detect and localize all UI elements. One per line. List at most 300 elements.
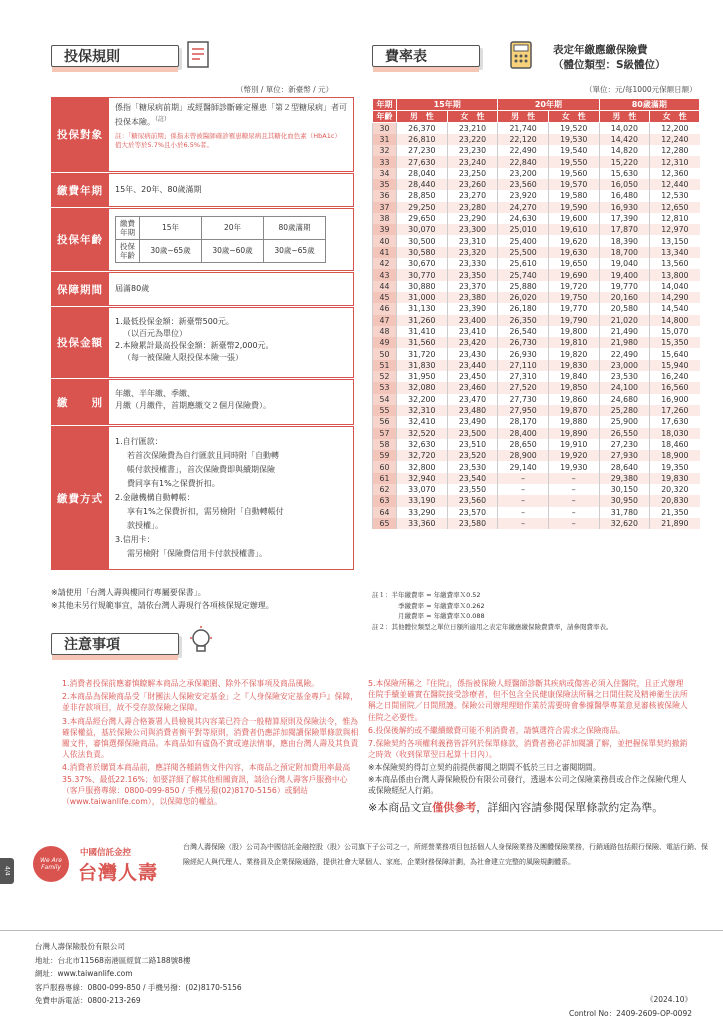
rate-value-cell: 23,450 (447, 371, 498, 382)
rate-value-cell: 28,650 (498, 439, 549, 450)
rule-sup: （註） (155, 116, 171, 123)
rate-value-cell: 14,040 (650, 281, 700, 292)
rate-row (373, 123, 700, 134)
logo-group-name: 中國信託金控 (80, 848, 132, 858)
rate-value-cell: 25,900 (599, 416, 650, 427)
rate-value-cell: 23,380 (447, 292, 498, 303)
rate-value-cell: 19,830 (548, 360, 599, 371)
rate-value-cell: 12,810 (650, 213, 700, 224)
rate-row (373, 145, 700, 156)
rate-value-cell: 17,260 (650, 405, 700, 416)
rate-age-cell: 56 (373, 416, 397, 427)
rate-row (373, 360, 700, 371)
rate-row (373, 134, 700, 145)
rate-value-cell: 30,770 (397, 269, 448, 280)
rate-row (373, 484, 700, 495)
rate-row (373, 337, 700, 348)
rate-value-cell: 19,770 (599, 281, 650, 292)
rate-age-cell: 40 (373, 235, 397, 246)
rate-value-cell: 26,350 (498, 315, 549, 326)
logo-badge: We Are Family (33, 846, 69, 882)
rate-age-cell: 30 (373, 123, 397, 134)
rate-value-cell: 23,370 (447, 281, 498, 292)
rate-value-cell: 26,020 (498, 292, 549, 303)
rate-value-cell: 19,920 (548, 450, 599, 461)
rate-row (373, 315, 700, 326)
rate-age-cell: 61 (373, 473, 397, 484)
rate-age-cell: 51 (373, 360, 397, 371)
rate-value-cell: 16,240 (650, 371, 700, 382)
rate-value-cell: 22,490 (498, 145, 549, 156)
rate-value-cell: 12,650 (650, 202, 700, 213)
rate-value-cell: 16,480 (599, 190, 650, 201)
rate-row (373, 326, 700, 337)
rate-age-cell: 64 (373, 507, 397, 518)
rate-row (373, 382, 700, 393)
rate-value-cell: 19,770 (548, 303, 599, 314)
rate-value-cell: 30,070 (397, 224, 448, 235)
rule-label: 繳費年期 (51, 173, 109, 207)
rate-value-cell: 15,070 (650, 326, 700, 337)
rate-value-cell: 15,940 (650, 360, 700, 371)
rules-footnotes: ※請使用「台灣人壽與樓同行專屬要保書」。 ※其他未另行規範事宜，請依台灣人壽現行各項核保規定辦理。 (51, 588, 274, 610)
rate-value-cell: 27,730 (498, 394, 549, 405)
rate-age-cell: 37 (373, 202, 397, 213)
rate-age-cell: 59 (373, 450, 397, 461)
rate-value-cell: 29,250 (397, 202, 448, 213)
rate-age-cell: 57 (373, 428, 397, 439)
rate-value-cell: 14,540 (650, 303, 700, 314)
rate-value-cell: 17,390 (599, 213, 650, 224)
rate-row (373, 156, 700, 167)
rate-value-cell: 14,800 (650, 315, 700, 326)
rate-value-cell: 12,970 (650, 224, 700, 235)
rate-value-cell: 23,220 (447, 134, 498, 145)
rate-value-cell: 23,440 (447, 360, 498, 371)
rule-label: 投保對象 (51, 97, 109, 172)
rate-value-cell: 30,150 (599, 484, 650, 495)
rate-value-cell: 28,400 (498, 428, 549, 439)
rate-age-cell: 50 (373, 348, 397, 359)
page-number: 4/4 (0, 858, 14, 884)
rule-pay-years (51, 173, 354, 208)
rate-value-cell: 32,410 (397, 416, 448, 427)
rate-age-cell: 53 (373, 382, 397, 393)
rate-value-cell: 14,820 (599, 145, 650, 156)
rate-value-cell: – (498, 507, 549, 518)
rate-value-cell: 18,390 (599, 235, 650, 246)
rate-value-cell: 23,350 (447, 269, 498, 280)
rule-amount: 投保金額 1.最低投保金額：新臺幣500元。 （以百元為單位） 2.本險累計最高投保金額：新臺幣2,000元。 （每一被保險人限投保本險一張） (51, 307, 354, 379)
rate-age-cell: 54 (373, 394, 397, 405)
rule-label: 繳 別 (51, 379, 109, 425)
rate-value-cell: 21,980 (599, 337, 650, 348)
rate-value-cell: 29,380 (599, 473, 650, 484)
rate-row (373, 428, 700, 439)
rate-value-cell: 20,580 (599, 303, 650, 314)
age-table: 繳費年期 15年 20年 80歲滿期 投保年齡 30歲~65歲 30歲~60歲 30歲~65歲 (115, 216, 326, 263)
rate-value-cell: 15,630 (599, 168, 650, 179)
rate-value-cell: 31,260 (397, 315, 448, 326)
rate-value-cell: 16,930 (599, 202, 650, 213)
rate-value-cell: 31,720 (397, 348, 448, 359)
rate-age-cell: 55 (373, 405, 397, 416)
rate-age-cell: 62 (373, 484, 397, 495)
rate-value-cell: 30,950 (599, 495, 650, 506)
rate-value-cell: 13,340 (650, 247, 700, 258)
rate-age-cell: 49 (373, 337, 397, 348)
rate-value-cell: 26,540 (498, 326, 549, 337)
rate-value-cell: 33,360 (397, 518, 448, 529)
rate-value-cell: 31,950 (397, 371, 448, 382)
rate-value-cell: 12,310 (650, 156, 700, 167)
rate-value-cell: 26,180 (498, 303, 549, 314)
rate-row (373, 235, 700, 246)
rate-value-cell: 18,030 (650, 428, 700, 439)
rate-value-cell: 23,550 (447, 484, 498, 495)
rates-title: 費率表 (372, 45, 480, 67)
rate-value-cell: 19,830 (650, 473, 700, 484)
rate-value-cell: 16,900 (650, 394, 700, 405)
rate-value-cell: 23,490 (447, 416, 498, 427)
rule-period (51, 272, 354, 307)
rate-age-cell: 65 (373, 518, 397, 529)
rate-value-cell: 16,050 (599, 179, 650, 190)
rate-value-cell: 31,560 (397, 337, 448, 348)
rate-value-cell: 23,000 (599, 360, 650, 371)
rate-value-cell: 20,160 (599, 292, 650, 303)
rate-value-cell: 30,500 (397, 235, 448, 246)
rate-value-cell: 23,560 (447, 495, 498, 506)
rules-table (51, 97, 354, 571)
rate-value-cell: 19,910 (548, 439, 599, 450)
rate-value-cell: 23,540 (447, 473, 498, 484)
rate-row (373, 473, 700, 484)
rate-value-cell: 27,110 (498, 360, 549, 371)
rule-text: 15年、20年、80歲滿期 (109, 173, 354, 207)
rate-value-cell: 26,550 (599, 428, 650, 439)
rate-value-cell: 23,420 (447, 337, 498, 348)
rate-value-cell: 25,400 (498, 235, 549, 246)
rate-row (373, 190, 700, 201)
rate-value-cell: 25,010 (498, 224, 549, 235)
rate-row (373, 281, 700, 292)
rate-age-cell: 36 (373, 190, 397, 201)
rate-value-cell: 19,930 (548, 461, 599, 472)
rate-value-cell: 18,700 (599, 247, 650, 258)
rate-row (373, 507, 700, 518)
rate-value-cell: 23,480 (447, 405, 498, 416)
rate-value-cell: 31,780 (599, 507, 650, 518)
rate-value-cell: 14,290 (650, 292, 700, 303)
rate-row (373, 202, 700, 213)
rate-value-cell: 23,210 (447, 123, 498, 134)
rate-row (373, 168, 700, 179)
rate-value-cell: 19,400 (599, 269, 650, 280)
rate-value-cell: 27,230 (397, 145, 448, 156)
rate-value-cell: 30,580 (397, 247, 448, 258)
rate-value-cell: 33,290 (397, 507, 448, 518)
rate-value-cell: 19,800 (548, 326, 599, 337)
rate-value-cell: 21,350 (650, 507, 700, 518)
rate-value-cell: 28,170 (498, 416, 549, 427)
rate-value-cell: 23,920 (498, 190, 549, 201)
rate-value-cell: 32,080 (397, 382, 448, 393)
rate-value-cell: 23,470 (447, 394, 498, 405)
rate-value-cell: 23,310 (447, 235, 498, 246)
rate-value-cell: 25,280 (599, 405, 650, 416)
rates-unit-note: （單位：元/每1000元保額日額） (585, 85, 697, 94)
rule-method: 繳費方式 1.自行匯款： 若首次保險費為自行匯款且同時附「自動轉 帳付款授權書」，首次保險費即與續期保險 費同享有1%之保費折扣。 2.金融機構自動轉帳： 享有1%之保費折扣，需另檢附「自動轉帳付 款授權」。 3.信用卡： 需另檢附「保險費信用卡付款授權書」。 (51, 426, 354, 571)
rate-row (373, 518, 700, 529)
rate-value-cell: 26,730 (498, 337, 549, 348)
rate-value-cell: 25,610 (498, 258, 549, 269)
rate-value-cell: 19,860 (548, 394, 599, 405)
rate-value-cell: – (548, 473, 599, 484)
rate-value-cell: 12,360 (650, 168, 700, 179)
rule-mode: 繳 別 年繳、半年繳、季繳、 月繳（月繳件，首期應繳交２個月保險費）。 (51, 379, 354, 426)
rate-value-cell: 24,270 (498, 202, 549, 213)
rate-value-cell: 23,270 (447, 190, 498, 201)
rate-value-cell: 27,310 (498, 371, 549, 382)
rate-age-cell: 60 (373, 461, 397, 472)
rate-age-cell: 48 (373, 326, 397, 337)
rate-age-cell: 32 (373, 145, 397, 156)
rate-value-cell: 23,300 (447, 224, 498, 235)
rate-value-cell: 31,410 (397, 326, 448, 337)
rate-value-cell: 21,020 (599, 315, 650, 326)
document-icon (185, 40, 213, 70)
footer-divider (0, 930, 723, 931)
rules-unit-note: （幣別 / 單位：新臺幣 / 元） (236, 85, 334, 94)
rate-value-cell: 12,240 (650, 134, 700, 145)
rate-value-cell: 26,810 (397, 134, 448, 145)
rate-value-cell: 19,540 (548, 145, 599, 156)
rate-value-cell: 19,870 (548, 405, 599, 416)
rate-value-cell: 24,100 (599, 382, 650, 393)
rate-value-cell: 25,500 (498, 247, 549, 258)
rate-value-cell: 23,290 (447, 213, 498, 224)
rate-value-cell: 19,570 (548, 179, 599, 190)
rule-age (51, 208, 354, 272)
rate-value-cell: 21,740 (498, 123, 549, 134)
rate-value-cell: 23,400 (447, 315, 498, 326)
rate-value-cell: 23,430 (447, 348, 498, 359)
rate-row (373, 213, 700, 224)
rate-age-cell: 63 (373, 495, 397, 506)
rate-row (373, 224, 700, 235)
rate-value-cell: 15,220 (599, 156, 650, 167)
rate-value-cell: 28,900 (498, 450, 549, 461)
rate-value-cell: 19,880 (548, 416, 599, 427)
rate-value-cell: 19,520 (548, 123, 599, 134)
rate-value-cell: 32,620 (599, 518, 650, 529)
rate-value-cell: 20,830 (650, 495, 700, 506)
rate-value-cell: 12,200 (650, 123, 700, 134)
rate-value-cell: 24,630 (498, 213, 549, 224)
company-address: 台灣人壽保險股份有限公司 地址：台北市11568南港區經貿二路188號8樓 網址：www.taiwanlife.com 客戶服務專線：0800-099-850 / 手機另撥：(02)8170-5156 免費申訴電話：0800-213-269 (35, 942, 242, 1005)
notice-title: 注意事項 (51, 633, 179, 655)
rate-value-cell: 19,850 (548, 382, 599, 393)
rate-value-cell: 19,630 (548, 247, 599, 258)
lightbulb-icon (188, 625, 214, 657)
rule-text: 屆滿80歲 (109, 272, 354, 306)
rate-row (373, 371, 700, 382)
rate-row (373, 179, 700, 190)
rate-value-cell: 23,510 (447, 439, 498, 450)
rate-value-cell: 14,420 (599, 134, 650, 145)
rate-row (373, 247, 700, 258)
rate-value-cell: 23,240 (447, 156, 498, 167)
rate-value-cell: 30,670 (397, 258, 448, 269)
rate-value-cell: – (548, 518, 599, 529)
rate-value-cell: 23,570 (447, 507, 498, 518)
rate-age-cell: 44 (373, 281, 397, 292)
rate-table (372, 98, 700, 529)
rate-row (373, 292, 700, 303)
rate-value-cell: 19,650 (548, 258, 599, 269)
rate-value-cell: 23,500 (447, 428, 498, 439)
notice-right: 5.本保險所稱之『住院』，係指被保險人經醫師診斷其疾病或傷害必須入住醫院，且正式辦理住院手續並確實在醫院接受診療者，但不包含全民健康保險法所稱之日間住院及精神衛生法所稱之日間留院／日間照護。保險公司辦理理賠作業於需要時會參據醫學專業意見審核被保險人住院之必要性。 6.投保後解約或不繼續繳費可能不利消費者，請慎選符合需求之保險商品。 7.保險契約各項權利義務皆詳列於保單條款，消費者務必詳加閱讀了解，並把握保單契約撤銷之時效（收到保單翌日起算十日內）。 ※本保險契約得訂立契約前提供審閱之期間不低於三日之審閱期間。 ※本商品係由台灣人壽保險股份有限公司發行，透過本公司之保險業務員或合作之保險代理人或保險經紀人行銷。 ※本商品文宣僅供參考，詳細內容請參閱保單條款約定為準。 (368, 678, 690, 815)
rate-age-cell: 43 (373, 269, 397, 280)
rate-value-cell: 32,200 (397, 394, 448, 405)
rate-value-cell: 19,820 (548, 348, 599, 359)
rate-value-cell: 23,320 (447, 247, 498, 258)
rate-value-cell: 23,280 (447, 202, 498, 213)
rate-value-cell: 24,680 (599, 394, 650, 405)
rate-value-cell: 23,460 (447, 382, 498, 393)
rate-age-cell: 31 (373, 134, 397, 145)
rate-row (373, 416, 700, 427)
rate-value-cell: 13,800 (650, 269, 700, 280)
rate-value-cell: 18,900 (650, 450, 700, 461)
rate-value-cell: 31,130 (397, 303, 448, 314)
rate-value-cell: 19,750 (548, 292, 599, 303)
rate-row (373, 394, 700, 405)
rate-value-cell: 23,410 (447, 326, 498, 337)
rate-value-cell: 12,280 (650, 145, 700, 156)
rate-value-cell: 20,320 (650, 484, 700, 495)
rate-value-cell: 19,550 (548, 156, 599, 167)
rate-value-cell: 19,840 (548, 371, 599, 382)
rate-value-cell: 22,840 (498, 156, 549, 167)
rate-age-cell: 35 (373, 179, 397, 190)
rate-value-cell: 21,490 (599, 326, 650, 337)
rate-value-cell: 29,650 (397, 213, 448, 224)
rate-row (373, 348, 700, 359)
rate-value-cell: 19,560 (548, 168, 599, 179)
rate-value-cell: 23,200 (498, 168, 549, 179)
rate-row (373, 258, 700, 269)
rate-value-cell: 16,560 (650, 382, 700, 393)
rate-value-cell: 23,390 (447, 303, 498, 314)
rate-value-cell: 19,350 (650, 461, 700, 472)
rate-value-cell: 27,930 (599, 450, 650, 461)
rate-value-cell: 25,880 (498, 281, 549, 292)
rate-age-cell: 52 (373, 371, 397, 382)
rate-row (373, 405, 700, 416)
rate-age-cell: 47 (373, 315, 397, 326)
rate-age-cell: 39 (373, 224, 397, 235)
disclaimer: ※本商品文宣僅供參考，詳細內容請參閱保單條款約定為準。 (368, 801, 664, 815)
rule-label: 繳費方式 (51, 426, 109, 570)
rate-value-cell: 27,630 (397, 156, 448, 167)
rate-value-cell: – (548, 507, 599, 518)
rate-value-cell: 13,560 (650, 258, 700, 269)
rate-row (373, 269, 700, 280)
control-number: Control No：2409-2609-OP-0092 (568, 1009, 692, 1018)
rate-value-cell: 26,930 (498, 348, 549, 359)
rate-value-cell: 23,560 (498, 179, 549, 190)
rate-value-cell: 15,640 (650, 348, 700, 359)
rate-value-cell: 19,810 (548, 337, 599, 348)
rate-value-cell: 23,520 (447, 450, 498, 461)
rate-age-cell: 33 (373, 156, 397, 167)
rate-value-cell: 23,230 (447, 145, 498, 156)
rate-value-cell: 22,490 (599, 348, 650, 359)
rate-value-cell: 32,310 (397, 405, 448, 416)
rate-value-cell: 19,890 (548, 428, 599, 439)
rate-value-cell: 32,800 (397, 461, 448, 472)
rate-value-cell: 29,140 (498, 461, 549, 472)
rate-value-cell: 23,530 (599, 371, 650, 382)
rate-value-cell: 14,020 (599, 123, 650, 134)
rule-label: 保障期間 (51, 272, 109, 306)
rate-age-cell: 45 (373, 292, 397, 303)
rate-age-cell: 38 (373, 213, 397, 224)
rate-value-cell: – (498, 473, 549, 484)
print-date: 《2024.10》 (645, 995, 692, 1004)
rule-label: 投保金額 (51, 307, 109, 378)
rate-value-cell: 33,070 (397, 484, 448, 495)
rule-insured (51, 97, 354, 173)
rate-value-cell: 27,950 (498, 405, 549, 416)
rate-value-cell: 26,370 (397, 123, 448, 134)
rate-value-cell: 23,530 (447, 461, 498, 472)
rate-value-cell: 32,940 (397, 473, 448, 484)
rate-value-cell: 23,580 (447, 518, 498, 529)
rate-value-cell: 17,870 (599, 224, 650, 235)
rate-value-cell: 28,040 (397, 168, 448, 179)
rate-value-cell: 13,150 (650, 235, 700, 246)
rate-value-cell: 27,230 (599, 439, 650, 450)
rate-age-cell: 46 (373, 303, 397, 314)
rate-value-cell: 32,720 (397, 450, 448, 461)
rate-value-cell: 31,000 (397, 292, 448, 303)
rate-value-cell: 32,520 (397, 428, 448, 439)
rate-value-cell: 19,530 (548, 134, 599, 145)
rate-row (373, 495, 700, 506)
rate-row (373, 439, 700, 450)
rate-value-cell: 22,120 (498, 134, 549, 145)
company-description: 台灣人壽保險（股）公司為中國信託金融控股（股）公司旗下子公司之一，所經營業務項目包括個人人身保險業務及團體保險業務，行銷通路包括銀行保險、電話行銷、保險經紀人與代理人、業務員及企業保險通路，提供社會大眾個人、家庭、企業財務保障計劃，為社會建立完整的風險規劃體系。 (183, 843, 708, 866)
rate-age-cell: 58 (373, 439, 397, 450)
rate-value-cell: 25,740 (498, 269, 549, 280)
rate-value-cell: – (498, 495, 549, 506)
rule-text: 係指「糖尿病前期」或經醫師診斷確定罹患「第２型糖尿病」者可投保本險。 (115, 103, 347, 127)
rate-value-cell: 15,350 (650, 337, 700, 348)
rate-value-cell: 19,790 (548, 315, 599, 326)
rate-age-cell: 34 (373, 168, 397, 179)
rate-value-cell: 23,250 (447, 168, 498, 179)
rate-value-cell: 28,640 (599, 461, 650, 472)
rate-body (373, 123, 700, 530)
rate-value-cell: 27,520 (498, 382, 549, 393)
rate-value-cell: 28,850 (397, 190, 448, 201)
rate-value-cell: 19,040 (599, 258, 650, 269)
rate-value-cell: 19,590 (548, 202, 599, 213)
notice-left: 1.消費者投保前應審慎瞭解本商品之承保範圍、除外不保事項及商品風險。 2.本商品為保險商品受「財團法人保險安定基金」之『人身保險安定基金專戶』保障，並非存款項目，故不受存款保險之保障。 3.本商品經台灣人壽合格簽署人員檢視其內容業已符合一般精算原則及保險法令，惟為確保權益，基於保險公司與消費者衡平對等原則，消費者仍應詳加閱讀保險單條款與相關文件，審慎選擇保險商品。本商品如有虛偽不實或違法情事，應由台灣人壽及其負責人依法負責。 4.消費者於購買本商品前，應詳閱各種銷售文件內容，本商品之預定附加費用率最高35.37%、最低22.16%；如要詳細了解其他相關資訊，請洽台灣人壽客戶服務中心（客戶服務專線：0800-099-850 / 手機另撥(02)8170-5156）或網站（www.taiwanlife.com），以保障您的權益。 (62, 679, 359, 807)
